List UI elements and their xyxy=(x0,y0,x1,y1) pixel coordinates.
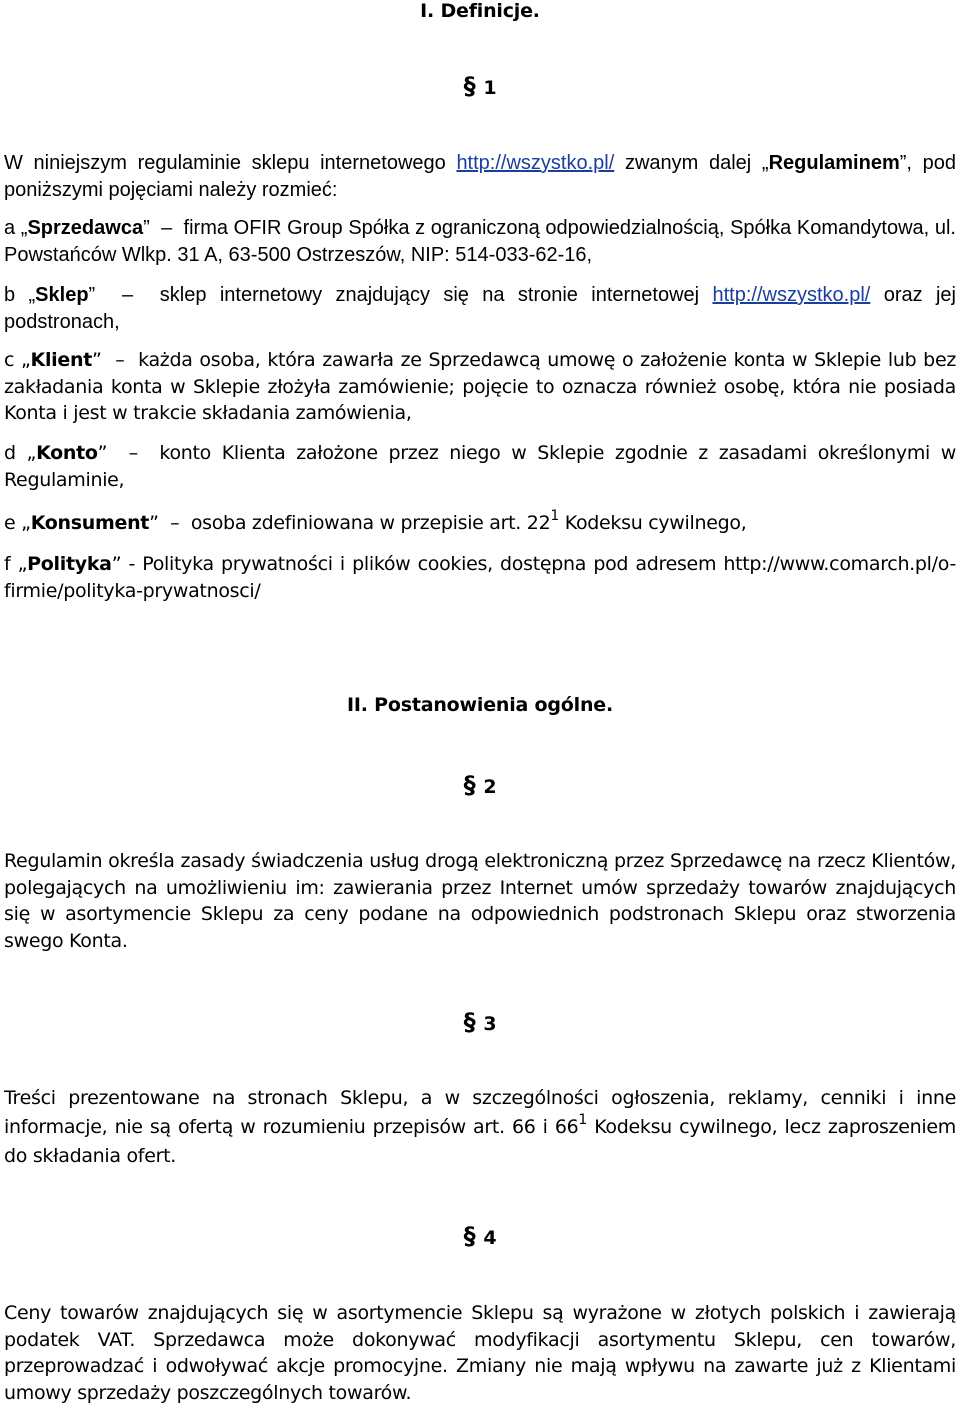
definition-letter: c xyxy=(4,349,15,371)
definition-text: - Polityka prywatności i plików cookies, dostępna pod adresem http://www.comarch.pl/o-firmie/polityka-prywatnosci/ xyxy=(4,553,956,602)
paragraph-number: 2 xyxy=(483,776,497,798)
paragraph-mark-2 xyxy=(0,771,960,799)
paragraph-body xyxy=(4,848,956,954)
shop-link[interactable]: http://wszystko.pl/ xyxy=(712,284,871,306)
definition-item xyxy=(4,510,956,537)
quote-open: „ xyxy=(28,284,36,306)
quote-open: „ xyxy=(20,217,28,239)
dash: – xyxy=(115,349,125,371)
definition-term: Polityka xyxy=(27,553,112,575)
definition-item xyxy=(4,440,956,493)
paragraph-number: 4 xyxy=(483,1227,497,1249)
definition-term: Klient xyxy=(30,349,92,371)
definition-letter: b xyxy=(4,284,16,306)
definition-item xyxy=(4,551,956,604)
quote-close: ” xyxy=(111,553,122,575)
quote-open: „ xyxy=(761,152,769,174)
section-title-text: II. Postanowienia ogólne. xyxy=(346,694,614,716)
section-sign-icon: § xyxy=(463,72,476,100)
section-title-general xyxy=(0,694,960,716)
shop-link[interactable]: http://wszystko.pl/ xyxy=(456,152,615,174)
definition-term: Sklep xyxy=(35,284,89,306)
quote-close: ” xyxy=(97,442,108,464)
dash: – xyxy=(170,512,180,534)
definition-letter: a xyxy=(4,217,16,239)
intro-after-text: zwanym dalej xyxy=(624,152,752,174)
definition-text-after: Kodeksu cywilnego, xyxy=(564,512,747,534)
quote-close: ” xyxy=(92,349,102,371)
paragraph-body xyxy=(4,1084,956,1171)
section-sign-icon: § xyxy=(463,771,476,799)
section-title-text: I. Definicje. xyxy=(420,0,540,22)
paragraph-mark-3 xyxy=(0,1008,960,1036)
quote-open: „ xyxy=(26,442,37,464)
definition-item xyxy=(4,347,956,427)
paragraph-body xyxy=(4,1300,956,1406)
paragraph-text-after: Kodeksu cywilnego, lecz zaproszeniem do składania ofert. xyxy=(4,1116,957,1167)
intro-text: W niniejszym regulaminie sklepu internetowego xyxy=(4,152,446,174)
definition-term: Konto xyxy=(36,442,98,464)
section-sign-icon: § xyxy=(463,1008,476,1036)
paragraph-number: 1 xyxy=(483,77,497,99)
paragraph-mark-4 xyxy=(0,1222,960,1250)
superscript: 1 xyxy=(578,1112,588,1128)
definition-text: osoba zdefiniowana w przepisie art. 22 xyxy=(190,512,551,534)
definition-text: sklep internetowy znajdujący się na stronie internetowej xyxy=(159,284,700,306)
definition-term: Sprzedawca xyxy=(27,217,144,239)
definition-text: firma OFIR Group Spółka z ograniczoną odpowiedzialnością, Spółka Komandytowa, ul. Powstańców Wlkp. 31 A, 63-500 Ostrzeszów, NIP: 514-033-62-16, xyxy=(4,217,956,266)
intro-paragraph xyxy=(4,150,956,203)
definition-item xyxy=(4,215,956,268)
definition-item xyxy=(4,282,956,335)
quote-open: „ xyxy=(21,512,31,534)
superscript: 1 xyxy=(550,508,559,524)
dash: – xyxy=(121,284,134,306)
definition-term: Konsument xyxy=(30,512,150,534)
quote-open: „ xyxy=(17,553,28,575)
paragraph-text: Treści prezentowane na stronach Sklepu, a w szczególności ogłoszenia, reklamy, cenniki i inne informacje, nie są ofertą w rozumieniu przepisów art. 66 i 66 xyxy=(4,1087,956,1138)
definition-letter: f xyxy=(4,553,11,575)
section-title-definitions xyxy=(0,0,960,22)
paragraph-text: Ceny towarów znajdujących się w asortymencie Sklepu są wyrażone w złotych polskich i zawierają podatek VAT. Sprzedawca może dokonywać modyfikacji asortymentu Sklepu, cen towarów, przeprowadzać i odwoływać akcje promocyjne. Zmiany nie mają wpływu na zawarte już z Klientami umowy sprzedaży poszczególnych towarów. xyxy=(4,1302,956,1404)
section-sign-icon: § xyxy=(463,1222,476,1250)
definition-text-after: oraz jej podstronach, xyxy=(4,284,956,333)
paragraph-number: 3 xyxy=(483,1013,497,1035)
paragraph-mark-1 xyxy=(0,72,960,100)
intro-rest-text: ”, pod poniższymi pojęciami należy rozmieć: xyxy=(4,152,956,201)
definition-letter: d xyxy=(4,442,16,464)
dash: – xyxy=(161,217,173,239)
quote-close: ” xyxy=(149,512,159,534)
quote-close: ” xyxy=(143,217,150,239)
definition-letter: e xyxy=(4,512,16,534)
definition-text: konto Klienta założone przez niego w Sklepie zgodnie z zasadami określonymi w Regulaminie, xyxy=(4,442,956,491)
dash: – xyxy=(128,442,138,464)
definition-text: każda osoba, która zawarła ze Sprzedawcą umowę o założenie konta w Sklepie lub bez zakładania konta w Sklepie złożyła zamówienie; pojęcie to oznacza również osobę, która nie posiada Konta i jest w trakcie składania zamówienia, xyxy=(4,349,957,424)
paragraph-text: Regulamin określa zasady świadczenia usług drogą elektroniczną przez Sprzedawcę na rzecz Klientów, polegających na umożliwieniu im: zawierania przez Internet umów sprzedaży towarów znajdujących się w asortymencie Sklepu za ceny podane na odpowiednich podstronach Sklepu oraz stworzenia swego Konta. xyxy=(4,850,956,952)
quote-open: „ xyxy=(21,349,31,371)
quote-close: ” xyxy=(88,284,96,306)
term-regulamin: Regulaminem xyxy=(768,152,900,174)
